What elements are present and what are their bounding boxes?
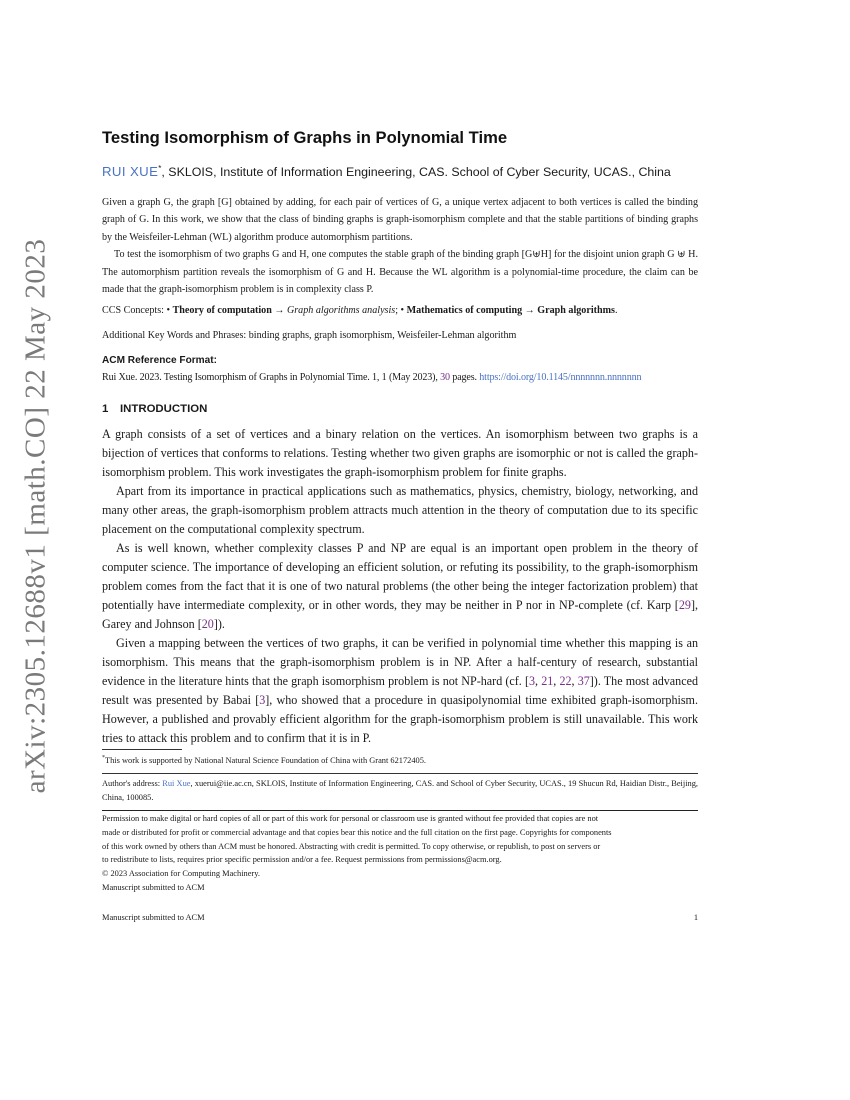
acm-reference-heading: ACM Reference Format: — [102, 355, 217, 366]
abstract — [102, 194, 698, 298]
citation-20[interactable]: 20 — [201, 617, 214, 631]
manuscript-line: Manuscript submitted to ACM — [102, 882, 205, 892]
acm-reference — [102, 372, 712, 383]
ccs-concept-1: Theory of computation — [172, 305, 272, 316]
citation-comma: , — [571, 674, 578, 688]
citation-3-babai[interactable]: 3 — [259, 693, 266, 707]
ccs-bullet-1: • — [166, 305, 173, 316]
footnote-text: This work is supported by National Natural Science Foundation of China with Grant 62172405. — [105, 755, 426, 765]
citation-21[interactable]: 21 — [541, 674, 554, 688]
permission-rule — [102, 810, 698, 811]
ccs-concepts — [102, 305, 698, 316]
intro-p4-text-b: ]). The most advanced result was presented by Babai [ — [102, 674, 699, 707]
intro-paragraph-2: Apart from its importance in practical applications such as mathematics, physics, chemistry, biology, networking, and many other areas, the graph-isomorphism problem attracts much attention in the theory of computation due to its specific placement on the computational complexity spectrum. — [102, 484, 698, 536]
intro-p4-text-a: Given a mapping between the vertices of two graphs, it can be verified in polynomial time whether this mapping is an isomorphism. This means that the graph-isomorphism problem is in NP. After a half-century of research, substantial evidence in the literature hints that the graph isomorphism problem is not NP-hard (cf. [ — [102, 636, 698, 688]
paper-title: Testing Isomorphism of Graphs in Polynomial Time — [102, 128, 508, 147]
intro-paragraph-1: A graph consists of a set of vertices and a binary relation on the vertices. An isomorphism between two graphs is a bijection of vertices that conforms to relations. Testing whether two given graphs are isomorphic or not is called the graph-isomorphism problem. This work investigates the graph-isomorphism problem for finite graphs. — [102, 427, 698, 479]
intro-p4-text-c: ], who showed that a procedure in quasipolynomial time exhibited graph-isomorphism. However, a published and provably efficient algorithm for the graph-isomorphism problem is still unavailable. This work tries to attack this problem and to confirm that it is in P. — [102, 693, 698, 745]
section-title: INTRODUCTION — [120, 403, 208, 415]
ccs-bullet-2: • — [400, 305, 407, 316]
author-name-link[interactable]: RUI XUE — [102, 164, 159, 180]
permission-notice — [102, 812, 698, 895]
author-line — [102, 164, 671, 179]
acm-reference-text: Rui Xue. 2023. Testing Isomorphism of Graphs in Polynomial Time. 1, 1 (May 2023), — [102, 372, 441, 383]
citation-22[interactable]: 22 — [559, 674, 572, 688]
address-rule — [102, 773, 698, 774]
footnote-mark: * — [102, 755, 105, 761]
abstract-paragraph-1: Given a graph G, the graph [G] obtained by adding, for each pair of vertices of G, a unique vertex adjacent to both vertices is called the binding graph of G. In this work, we show that the class of binding graphs is graph-isomorphism complete and that the stable partitions of binding graphs by the Weisfeiler-Lehman (WL) algorithm produce automorphism partitions. — [102, 197, 698, 243]
ccs-concept-2-sub: Graph algorithms — [537, 305, 615, 316]
copyright-line: © 2023 Association for Computing Machinery. — [102, 869, 260, 879]
pages-link[interactable]: 30 — [440, 372, 450, 383]
ccs-arrow-1: → — [271, 305, 287, 316]
abstract-paragraph-2: To test the isomorphism of two graphs G and H, one computes the stable graph of the binding graph [G⊎H] for the disjoint union graph G ⊎ H. The automorphism partition reveals the isomorphism of G and H. Because the WL algorithm is a polynomial-time procedure, the claim can be made that the graph-isomorphism problem is in complexity class P. — [102, 249, 698, 296]
address-text: , xuerui@iie.ac.cn, SKLOIS, Institute of Information Engineering, CAS. and School of Cyber Security, UCAS., 19 Shucun Rd, Haidian Distr., Beijing, China, 100085. — [102, 779, 698, 802]
intro-p3-text-c: ]). — [213, 617, 225, 631]
doi-link[interactable]: https://doi.org/10.1145/nnnnnnn.nnnnnnn — [479, 372, 642, 383]
ccs-arrow-2: → — [522, 305, 538, 316]
permission-line-2: made or distributed for profit or commercial advantage and that copies bear this notice and the full citation on the first page. Copyrights for components — [102, 827, 612, 837]
permission-line-1: Permission to make digital or hard copies of all or part of this work for personal or classroom use is granted without fee provided that copies are not — [102, 814, 599, 823]
ccs-concept-1-sub: Graph algorithms analysis — [286, 305, 396, 316]
funding-footnote — [102, 755, 426, 765]
author-footnote-mark: * — [158, 164, 162, 173]
keywords: Additional Key Words and Phrases: binding graphs, graph isomorphism, Weisfeiler-Lehman algorithm — [102, 330, 517, 341]
permission-line-3: of this work owned by others than ACM must be honored. Abstracting with credit is permitted. To copy otherwise, or republish, to post on servers or — [102, 841, 601, 851]
intro-paragraph-3 — [102, 539, 698, 634]
section-number: 1 — [102, 403, 109, 415]
citation-comma: , — [535, 674, 542, 688]
section-heading — [102, 403, 207, 415]
citation-29[interactable]: 29 — [678, 598, 691, 612]
pages-suffix: pages. — [449, 372, 480, 383]
arxiv-identifier: arXiv:2305.12688v1 [math.CO] 22 May 2023 — [19, 238, 52, 794]
ccs-concept-2: Mathematics of computing — [406, 305, 523, 316]
permission-line-4: to redistribute to lists, requires prior specific permission and/or a fee. Request permissions from permissions@acm.org. — [102, 855, 502, 865]
address-author-link[interactable]: Rui Xue — [162, 779, 191, 788]
intro-p3-text-b: ], Garey and Johnson [ — [102, 598, 698, 631]
citation-3[interactable]: 3 — [528, 674, 536, 688]
ccs-label: CCS Concepts: — [102, 305, 167, 316]
citation-37[interactable]: 37 — [577, 674, 590, 688]
page-number: 1 — [693, 913, 698, 922]
ccs-separator: ; — [395, 305, 401, 316]
section-body — [102, 425, 698, 748]
author-affiliation: , SKLOIS, Institute of Information Engineering, CAS. School of Cyber Security, UCAS., China — [161, 165, 671, 180]
footnote-rule — [102, 749, 182, 750]
intro-paragraph-4 — [102, 634, 698, 748]
citation-comma: , — [553, 674, 560, 688]
arxiv-sidebar — [14, 236, 58, 796]
address-prefix: Author's address: — [102, 779, 163, 788]
page-footer-left: Manuscript submitted to ACM — [102, 913, 205, 922]
intro-p3-text-a: As is well known, whether complexity classes P and NP are equal is an important open problem in the theory of computer science. The importance of developing an efficient solution, or refuting its possibility, to the graph-isomorphism problem comes from the fact that it is one of two natural problems (the other being the integer factorization problem) that potentially have intermediate complexity, or in other words, they may be neither in P nor in NP-complete (cf. Karp [ — [102, 541, 698, 612]
ccs-end: . — [614, 305, 618, 316]
author-address — [102, 777, 698, 804]
